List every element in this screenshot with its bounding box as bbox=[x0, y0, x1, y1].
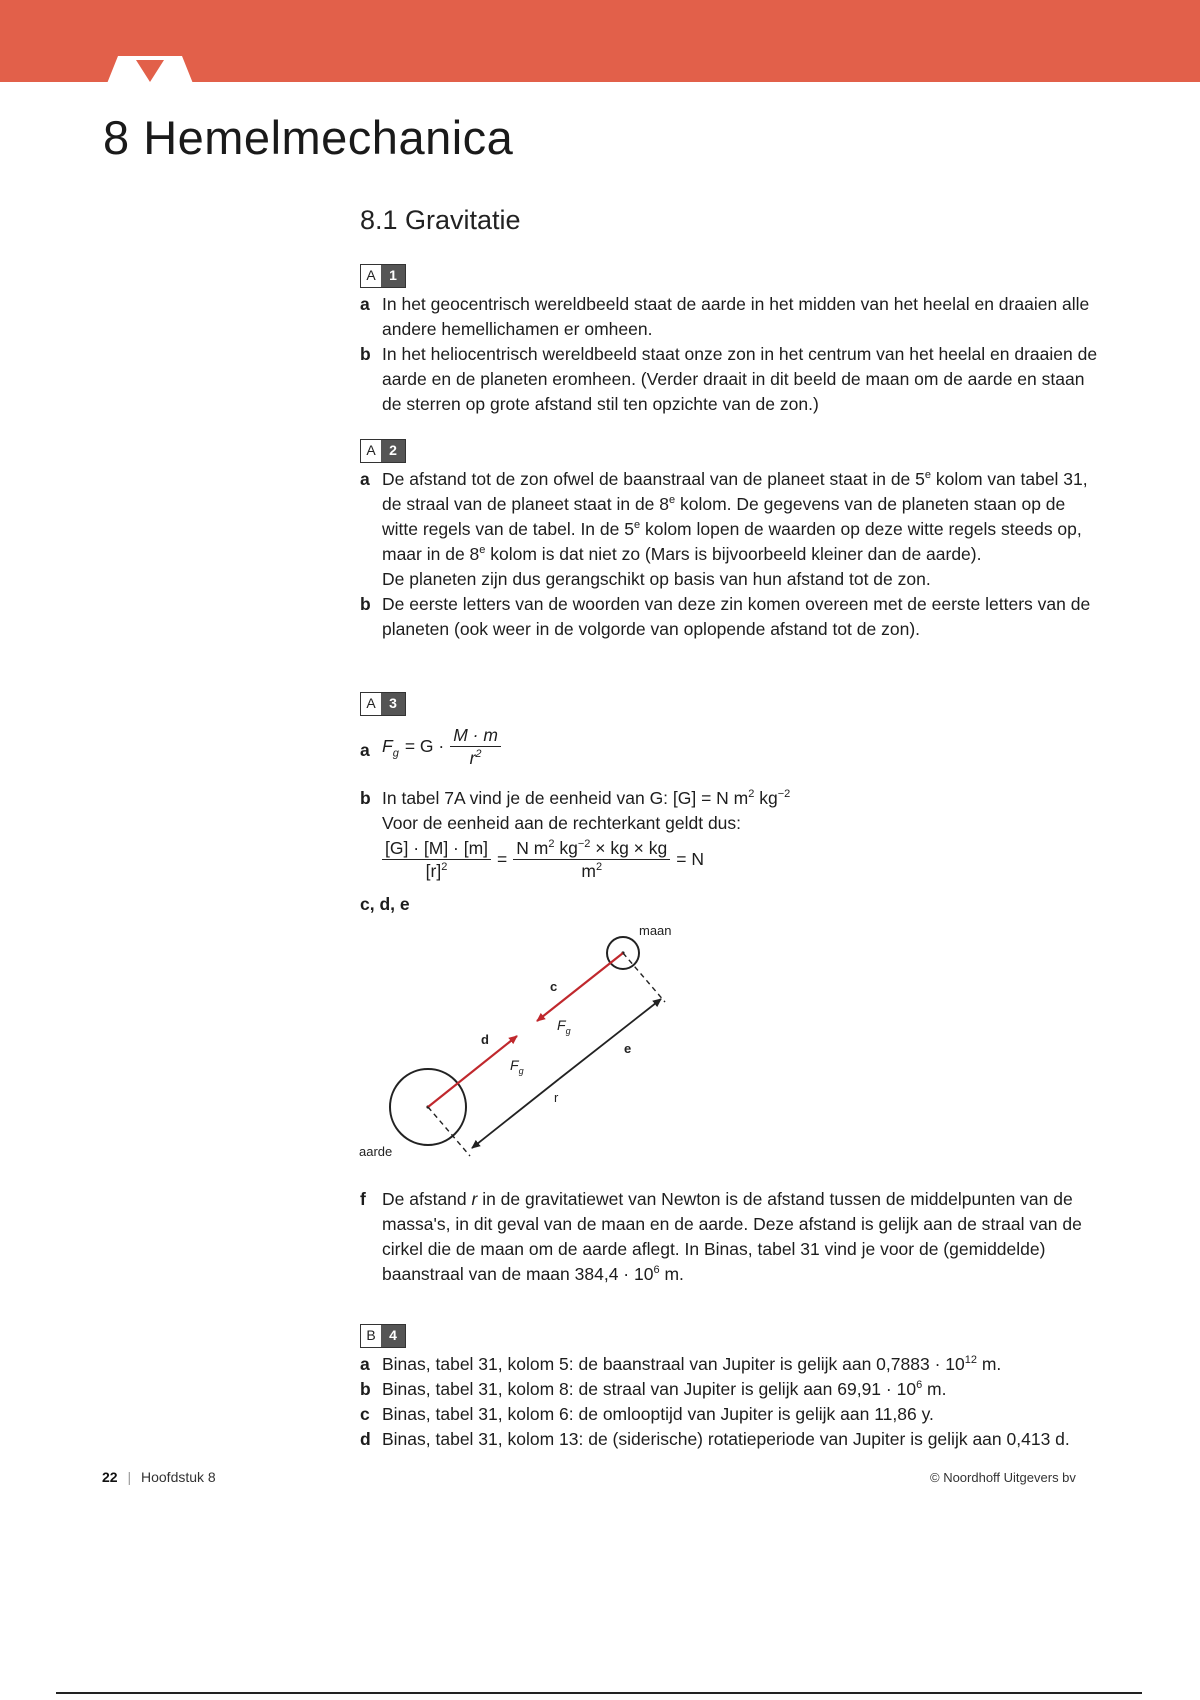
dim-ext-earth bbox=[428, 1107, 470, 1156]
text-run: × kg × kg bbox=[590, 838, 668, 858]
answer-a1-b bbox=[360, 342, 1100, 417]
earth-moon-diagram bbox=[355, 915, 695, 1170]
answer-text: In het geocentrisch wereldbeeld staat de aarde in het midden van het heelal en draaien alle andere hemellichamen er omheen. bbox=[382, 294, 1090, 339]
chapter-marker-icon bbox=[100, 56, 200, 86]
superscript: 12 bbox=[964, 1354, 977, 1367]
question-a3 bbox=[360, 690, 1100, 917]
copyright-notice: © Noordhoff Uitgevers bv bbox=[930, 1470, 1076, 1485]
text-run: kolom is dat niet zo (Mars is bijvoorbeeld kleiner dan de aarde). bbox=[485, 544, 982, 564]
question-number: 2 bbox=[381, 440, 405, 462]
formula-symbol: r bbox=[471, 1189, 478, 1209]
answer-b4-a bbox=[360, 1352, 1100, 1377]
formula-fraction bbox=[450, 724, 501, 769]
text-run: m. bbox=[659, 1264, 684, 1284]
unit-formula bbox=[382, 837, 704, 882]
question-label-a3 bbox=[360, 692, 406, 716]
text-run: kolom. De gegevens van de planeten staan op de witte regels van de tabel. In de 5 bbox=[382, 494, 1066, 539]
item-letter: a bbox=[360, 1354, 370, 1374]
fraction-denominator bbox=[578, 860, 605, 882]
answer-text: De eerste letters van de woorden van deze zin komen overeen met de eerste letters van de planeten (ook weer in de volgorde van oplopende afstand tot de zon). bbox=[382, 594, 1091, 639]
answer-b4-c bbox=[360, 1402, 1100, 1427]
text-run: kolom lopen de waarden op deze witte regels steeds op, maar in de 8 bbox=[382, 519, 1082, 564]
chapter-reference: Hoofdstuk 8 bbox=[141, 1469, 216, 1485]
superscript: −2 bbox=[577, 838, 591, 851]
superscript: 2 bbox=[475, 748, 482, 761]
formula-symbol: F bbox=[382, 736, 393, 756]
question-label-a2 bbox=[360, 439, 406, 463]
answer-b4-d bbox=[360, 1427, 1100, 1452]
answer-text: In het heliocentrisch wereldbeeld staat onze zon in het centrum van het heelal en draaien de aarde en de planeten eromheen. (Verder draait in dit beeld de maan om de aarde en staan de sterren op grote afstand stil ten opzichte van de zon.) bbox=[382, 344, 1098, 414]
question-number: 1 bbox=[381, 265, 405, 287]
page-bottom-divider bbox=[56, 1692, 1142, 1694]
question-level: B bbox=[361, 1325, 381, 1347]
item-letter: a bbox=[360, 294, 370, 314]
item-letter: f bbox=[360, 1189, 366, 1209]
text-run: Binas, tabel 31, kolom 5: de baanstraal van Jupiter is gelijk aan 0,7883 · 10 bbox=[382, 1354, 965, 1374]
superscript: 2 bbox=[441, 861, 448, 874]
fraction-denominator bbox=[467, 747, 485, 769]
superscript: 6 bbox=[916, 1379, 923, 1392]
answer-b4-b bbox=[360, 1377, 1100, 1402]
question-level: A bbox=[361, 693, 381, 715]
text-run: Binas, tabel 31, kolom 8: de straal van Jupiter is gelijk aan 69,91 · 10 bbox=[382, 1379, 917, 1399]
label-r: r bbox=[554, 1090, 559, 1105]
question-number: 4 bbox=[381, 1325, 405, 1347]
item-letter: b bbox=[360, 594, 371, 614]
chapter-title: 8 Hemelmechanica bbox=[103, 111, 514, 164]
page-footer-left bbox=[102, 1469, 216, 1485]
text-run: De afstand tot de zon ofwel de baanstraal van de planeet staat in de 5 bbox=[382, 469, 925, 489]
question-a3-f bbox=[360, 1187, 1100, 1287]
answer-text: De planeten zijn dus gerangschikt op basis van hun afstand tot de zon. bbox=[382, 569, 931, 589]
answer-a1-a bbox=[360, 292, 1100, 342]
question-level: A bbox=[361, 440, 381, 462]
answer-text bbox=[382, 786, 1100, 811]
item-letter: b bbox=[360, 788, 371, 808]
answer-a3-b bbox=[360, 786, 1100, 882]
text-run: in de gravitatiewet van Newton is de afstand tussen de middelpunten van de massa's, in dit geval van de maan en de aarde. Deze afstand is gelijk aan de straal van de cirkel die de maan om de aarde aflegt. In Binas, tabel 31 vind je voor de (gemiddelde) baanstraal van de maan 384,4 · 10 bbox=[382, 1189, 1082, 1284]
text-run: In tabel 7A vind je de eenheid van G: [G] = N m bbox=[382, 788, 749, 808]
answer-a2-b bbox=[360, 592, 1100, 642]
subscript: g bbox=[392, 747, 399, 760]
item-letter: a bbox=[360, 740, 370, 760]
answer-text: Binas, tabel 31, kolom 6: de omlooptijd van Jupiter is gelijk aan 11,86 y. bbox=[382, 1404, 934, 1424]
superscript: e bbox=[924, 469, 932, 482]
item-letter: d bbox=[360, 1429, 371, 1449]
label-moon: maan bbox=[639, 923, 672, 938]
answer-text: Voor de eenheid aan de rechterkant geldt dus: bbox=[382, 813, 742, 833]
unit-fraction-1 bbox=[382, 837, 491, 882]
distance-r-arrow-down bbox=[472, 1079, 559, 1148]
superscript: −2 bbox=[777, 788, 791, 801]
item-letter: a bbox=[360, 469, 370, 489]
text-run: kg bbox=[754, 788, 778, 808]
formula-result: = N bbox=[676, 849, 704, 869]
fraction-numerator bbox=[513, 837, 670, 860]
formula-equals: = bbox=[497, 849, 508, 869]
text-run: m. bbox=[976, 1354, 1002, 1374]
answer-text bbox=[382, 1352, 1100, 1377]
label-c: c bbox=[550, 979, 558, 994]
distance-r-arrow-up bbox=[559, 999, 661, 1079]
fraction-numerator: [G] · [M] · [m] bbox=[382, 837, 491, 860]
label-d: d bbox=[481, 1032, 489, 1047]
superscript: e bbox=[479, 544, 486, 557]
footer-separator: | bbox=[127, 1469, 132, 1485]
answer-text: Binas, tabel 31, kolom 13: de (siderische) rotatieperiode van Jupiter is gelijk aan 0,413 d. bbox=[382, 1429, 1070, 1449]
label-e: e bbox=[624, 1041, 632, 1056]
answer-a3-cde-label: c, d, e bbox=[360, 894, 410, 914]
question-label-a1 bbox=[360, 264, 406, 288]
superscript: e bbox=[633, 519, 641, 532]
answer-a2-a bbox=[360, 467, 1100, 592]
dim-ext-moon bbox=[623, 953, 665, 1002]
item-letter: b bbox=[360, 1379, 371, 1399]
formula-symbol: r bbox=[469, 748, 476, 768]
answer-a3-a bbox=[360, 724, 1100, 776]
formula-equals: = G · bbox=[404, 736, 445, 756]
superscript: 2 bbox=[548, 838, 555, 851]
label-earth: aarde bbox=[359, 1144, 393, 1159]
superscript: 2 bbox=[748, 788, 755, 801]
question-b4 bbox=[360, 1322, 1100, 1452]
superscript: 2 bbox=[595, 861, 603, 874]
answer-a3-f bbox=[360, 1187, 1100, 1287]
question-number: 3 bbox=[381, 693, 405, 715]
page-number: 22 bbox=[102, 1469, 118, 1485]
text-run: m bbox=[581, 861, 596, 881]
question-level: A bbox=[361, 265, 381, 287]
text-run: kolom van tabel 31, de straal van de planeet staat in de 8 bbox=[382, 469, 1088, 514]
formula-lhs bbox=[382, 734, 399, 759]
question-a2 bbox=[360, 437, 1100, 642]
label-force-earth: $F_g$ bbox=[510, 1057, 524, 1076]
superscript: 6 bbox=[653, 1264, 660, 1277]
label-force-moon: $F_g$ bbox=[557, 1017, 571, 1036]
gravity-formula bbox=[382, 724, 501, 769]
question-label-b4 bbox=[360, 1324, 406, 1348]
answer-text bbox=[382, 1187, 1100, 1287]
formula-symbol: [r] bbox=[425, 861, 442, 881]
item-letter: c bbox=[360, 1404, 370, 1424]
text-run: m. bbox=[922, 1379, 947, 1399]
answer-text bbox=[382, 467, 1100, 567]
item-letter: b bbox=[360, 344, 371, 364]
text-run: kg bbox=[554, 838, 578, 858]
answer-text bbox=[382, 1377, 1100, 1402]
text-run: N m bbox=[516, 838, 549, 858]
fraction-numerator: M · m bbox=[450, 724, 501, 747]
superscript: e bbox=[669, 494, 676, 507]
section-title: 8.1 Gravitatie bbox=[360, 205, 521, 235]
unit-fraction-2 bbox=[513, 837, 670, 882]
fraction-denominator bbox=[423, 860, 451, 882]
question-a1 bbox=[360, 262, 1100, 417]
text-run: De afstand bbox=[382, 1189, 472, 1209]
